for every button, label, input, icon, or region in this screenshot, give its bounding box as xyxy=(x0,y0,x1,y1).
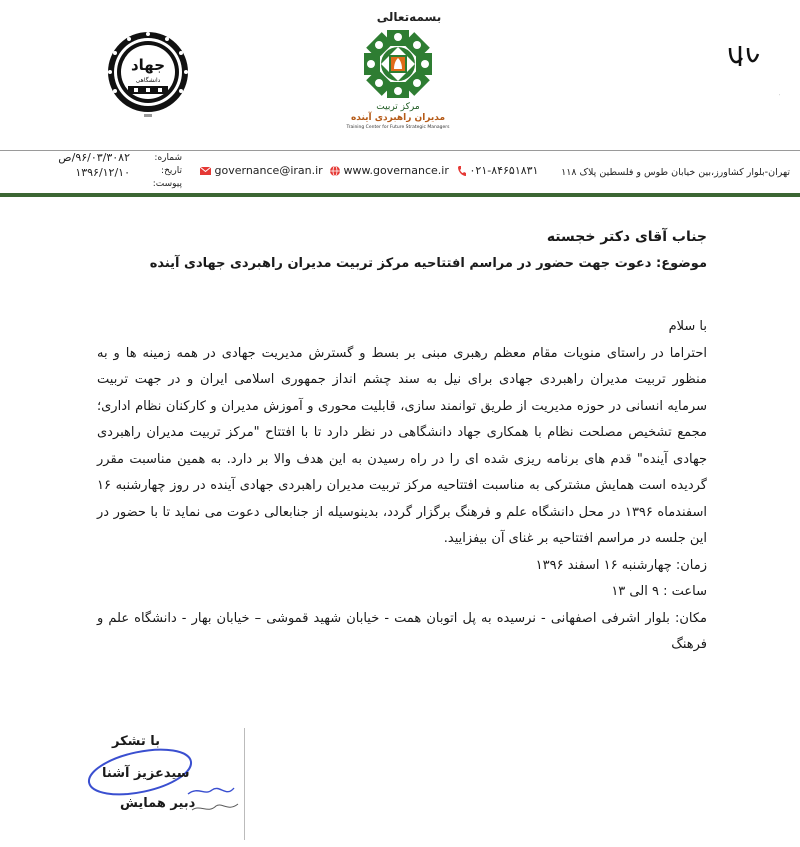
signature-name: سیدعزیز آشنا xyxy=(102,766,190,781)
date-label: تاریخ: xyxy=(161,166,182,176)
contact-phone[interactable] xyxy=(458,164,538,177)
calligraphy-text xyxy=(779,71,780,96)
signature-closing: با تشکر xyxy=(112,734,161,749)
date-value: ۱۳۹۶/۱۲/۱۰ xyxy=(75,166,130,179)
logo-title: جهاد xyxy=(130,56,166,74)
expediency-council-calligraphy xyxy=(580,40,780,120)
globe-icon xyxy=(330,166,340,176)
training-center-emblem xyxy=(356,26,440,104)
number-label: شماره: xyxy=(154,153,182,163)
logo-subtitle: دانشگاهی xyxy=(135,77,161,84)
recipient: جناب آقای دکتر خجسته xyxy=(546,229,707,245)
envelope-icon xyxy=(200,167,211,175)
phone-icon xyxy=(458,166,466,176)
center-name xyxy=(338,102,458,124)
number-value: ۹۶/۰۳/۳۰۸۲/ص xyxy=(58,151,130,164)
subject: موضوع: دعوت جهت حضور در مراسم افتتاحیه مرکز تربیت مدیران راهبردی جهادی آینده xyxy=(149,256,707,271)
letterhead xyxy=(0,0,800,150)
contact-email[interactable] xyxy=(200,164,323,177)
center-logo-block xyxy=(338,10,458,150)
body-paragraph: احتراما در راستای منویات مقام معظم رهبری مبنی بر بسط و گسترش مدیریت جهادی در همه زمینه ها و به منظور تربیت مدیران راهبردی جهادی برای نیل به سند چشم انداز جمهوری اسلامی ایران و در جهت تربیت سرمایه انسانی در حوزه مدیریت از طریق توانمند سازی، قابلیت محوری و آموزش مدیران و کارکنان نظام اداری؛ مجمع تشخیص مصلحت نظام با همکاری جهاد دانشگاهی در نظر دارد تا با افتتاح "مرکز تربیت مدیران راهبردی جهادی آینده" قدم های برنامه ریزی شده ای را در راه رسیدن به این هدف والا بر دارد. به همین مناسبت مقرر گردیده است همایش مشترکی به مناسبت افتتاحیه مرکز تربیت مدیران راهبردی جهادی آینده در روز چهارشنبه ۱۶ اسفندماه ۱۳۹۶ در محل دانشگاه علم و فرهنگ برگزار گردد، بدینوسیله از جنابعالی دعوت می نماید تا با حضور در این جلسه در مراسم افتتاحیه بر غنای آن بیفزایید. xyxy=(97,345,707,546)
attachment-label: پیوست: xyxy=(152,179,182,189)
center-name-line1: مرکز تربیت xyxy=(376,102,420,112)
reference-labels xyxy=(136,152,182,191)
phone-text: ۰۲۱-۸۴۶۵۱۸۳۱ xyxy=(469,164,539,177)
greeting: با سلام xyxy=(668,319,707,334)
website-text: www.governance.ir xyxy=(343,164,449,177)
email-text: governance@iran.ir xyxy=(214,164,323,177)
place-line: مکان: بلوار اشرفی اصفهانی - نرسیده به پل اتوبان همت - خیابان شهید قموشی – خیابان بهار - دانشگاه علم و فرهنگ xyxy=(97,610,707,652)
bismillah: بسمه‌تعالی xyxy=(376,10,442,24)
signature-title: دبیر همایش xyxy=(120,796,196,811)
reference-values xyxy=(40,150,130,180)
center-name-english: Training Center for Future Strategic Managers xyxy=(346,125,450,130)
hour-line: ساعت : ۹ الی ۱۳ xyxy=(611,584,707,599)
jahad-daneshgahi-logo xyxy=(104,28,192,124)
contact-website[interactable] xyxy=(330,164,449,177)
contact-address: تهران-بلوار کشاورز،بین خیابان طوس و فلسطین پلاک ۱۱۸ xyxy=(561,167,790,178)
header-green-bar xyxy=(0,193,800,197)
time-line: زمان: چهارشنبه ۱۶ اسفند ۱۳۹۶ xyxy=(535,557,707,573)
letter-body xyxy=(97,314,707,659)
center-name-line2: مدیران راهبردی آینده xyxy=(350,113,446,123)
